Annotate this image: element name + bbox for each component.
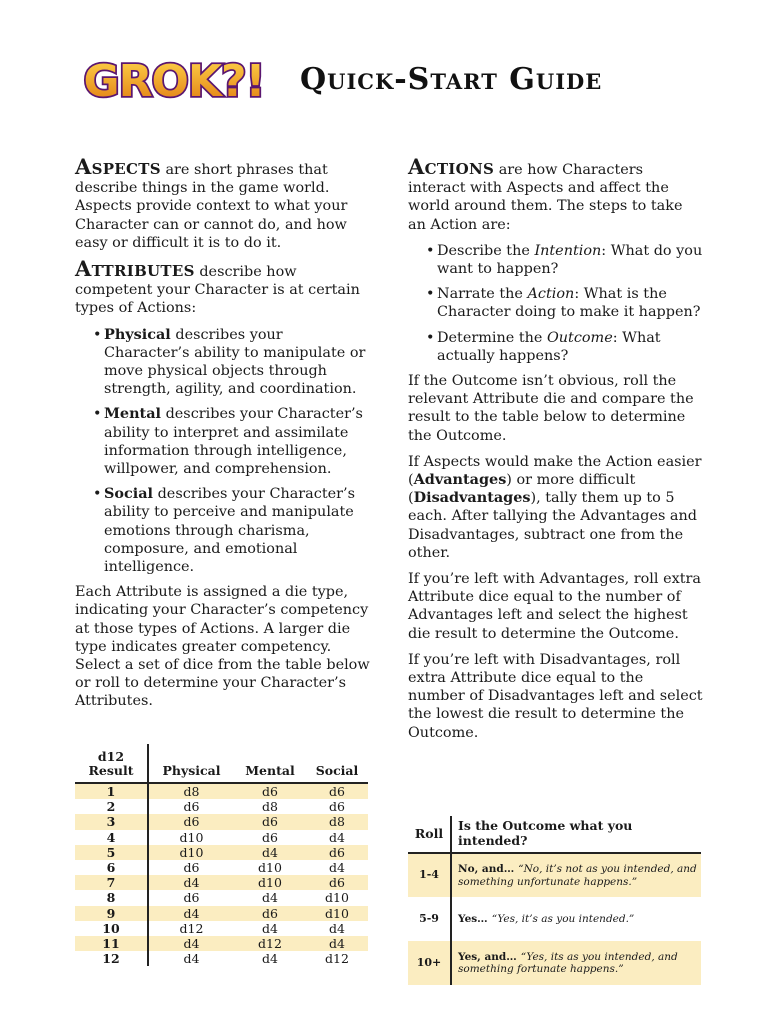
outcome-description: Yes… “Yes, it’s as you intended.”	[458, 912, 635, 925]
aspects-text: are short phrases that describe things in the game world. Aspects provide context to what your Character can or cannot do, and how easy or difficult it is to do it.	[75, 162, 348, 251]
dice-social: d6	[306, 875, 368, 890]
actions-text: are how Characters interact with Aspects and affect the world around them. The steps to take an Action are:	[408, 162, 683, 233]
attributes-text: describe how competent your Character is at certain types of Actions:	[75, 264, 360, 317]
dice-result: 11	[75, 936, 148, 951]
dice-mental: d12	[234, 936, 306, 951]
outcome-roll: 5-9	[408, 897, 451, 941]
dice-result: 9	[75, 906, 148, 921]
dice-physical: d4	[148, 936, 234, 951]
table-row	[75, 951, 368, 966]
dice-physical: d4	[148, 906, 234, 921]
attributes-heading: Attributes	[75, 256, 195, 282]
list-item: • Physical describes your Character’s ability to manipulate or move physical objects through strength, agility, and coordination.	[93, 326, 370, 399]
dice-mental: d6	[261, 829, 278, 845]
list-item: • Social describes your Character’s ability to perceive and manipulate emotions through charisma, composure, and emotional intelligence.	[93, 485, 370, 576]
dice-result: 3	[75, 814, 148, 829]
table-row	[75, 906, 368, 921]
outcome-roll: 1-4	[408, 853, 451, 897]
outcome-description: Yes, and… “Yes, its as you intended, and something fortunate happens.”	[451, 941, 701, 985]
outcome-table	[408, 816, 701, 985]
advantages-paragraph: If you’re left with Advantages, roll extra Attribute dice equal to the number of Advantages left and select the highest die result to determine the Outcome.	[408, 571, 701, 642]
table-row	[75, 845, 368, 860]
dice-physical: d10	[148, 845, 234, 860]
right-column	[408, 154, 704, 750]
dice-result: 4	[75, 830, 148, 845]
dice-result: 8	[75, 890, 148, 905]
dice-result: 12	[75, 951, 148, 966]
table-row	[75, 860, 368, 875]
outcome-header-roll: Roll	[408, 816, 451, 853]
table-row	[75, 875, 368, 890]
outcome-roll: 10+	[408, 941, 451, 985]
list-item: • Narrate the Action: What is the Character doing to make it happen?	[426, 285, 704, 321]
actions-heading: Actions	[408, 154, 495, 179]
dice-social: d4	[329, 920, 345, 936]
aspects-paragraph	[75, 154, 370, 252]
table-row	[408, 853, 701, 897]
dice-header-physical: Physical	[162, 763, 221, 778]
dice-social: d6	[329, 799, 345, 815]
table-row	[75, 799, 368, 814]
dice-physical: d4	[183, 951, 200, 967]
dice-mental: d10	[234, 875, 306, 890]
table-row	[75, 814, 368, 829]
dice-physical: d12	[179, 920, 204, 936]
dice-social: d4	[329, 860, 345, 876]
dice-mental: d6	[234, 906, 306, 921]
table-row	[75, 783, 368, 799]
outcome-header-question: Is the Outcome what you intended?	[458, 818, 633, 848]
actions-paragraph	[408, 154, 704, 234]
aspects-heading: Aspects	[75, 154, 161, 179]
dice-table	[75, 744, 368, 966]
dice-result: 5	[75, 845, 148, 860]
dice-mental: d4	[234, 845, 306, 860]
dice-header-social: Social	[315, 763, 359, 778]
roll-paragraph: If the Outcome isn’t obvious, roll the relevant Attribute die and compare the result to the table below to determine the Outcome.	[408, 373, 694, 444]
dice-header-mental: Mental	[245, 763, 295, 778]
dice-physical: d6	[183, 860, 200, 876]
list-item: • Describe the Intention: What do you want to happen?	[426, 242, 704, 278]
dice-mental: d4	[261, 920, 278, 936]
grok-logo	[78, 52, 270, 108]
dice-social: d6	[306, 845, 368, 860]
dice-mental: d8	[261, 799, 278, 815]
action-steps	[408, 242, 704, 365]
dice-result: 2	[75, 799, 148, 814]
disadvantages-paragraph: If you’re left with Disadvantages, roll extra Attribute dice equal to the number of Disadvantages left and select the lowest die result to determine the Outcome.	[408, 651, 703, 741]
table-row	[408, 897, 701, 941]
dice-social: d4	[329, 829, 345, 845]
attribute-list	[75, 326, 370, 577]
dice-result: 7	[75, 875, 148, 890]
dice-physical: d6	[148, 814, 234, 829]
dice-physical: d6	[183, 890, 200, 906]
page-title: Quick-Start Guide	[300, 62, 603, 97]
left-column	[75, 154, 370, 719]
outcome-description: No, and… “No, it’s not as you intended, and something unfortunate happens.”	[451, 853, 701, 897]
dice-physical: d10	[179, 829, 204, 845]
dice-physical: d8	[148, 783, 234, 799]
dice-mental: d6	[234, 783, 306, 799]
dice-mental: d4	[261, 951, 278, 967]
table-row	[75, 830, 368, 845]
list-item: • Determine the Outcome: What actually happens?	[426, 329, 704, 365]
table-row	[75, 921, 368, 936]
dice-physical: d6	[183, 799, 200, 815]
logo-text: GROK?!	[83, 56, 265, 107]
dice-mental: d10	[257, 860, 282, 876]
dice-social: d10	[325, 890, 349, 906]
list-item: • Mental describes your Character’s ability to interpret and assimilate information through intelligence, willpower, and comprehension.	[93, 405, 370, 478]
table-row	[75, 936, 368, 951]
dice-header-result: d12 Result	[75, 744, 148, 783]
table-row	[408, 941, 701, 985]
dice-social: d6	[306, 783, 368, 799]
dice-result: 6	[75, 860, 148, 875]
dice-social: d10	[306, 906, 368, 921]
table-row	[75, 890, 368, 905]
dice-social: d4	[306, 936, 368, 951]
dice-physical: d4	[148, 875, 234, 890]
dice-result: 10	[75, 921, 148, 936]
dice-social: d12	[325, 951, 349, 967]
die-type-paragraph: Each Attribute is assigned a die type, indicating your Character’s competency at those types of Actions. A larger die type indicates greater competency. Select a set of dice from the table below or roll to determine your Character’s Attributes.	[75, 584, 370, 710]
attributes-paragraph	[75, 256, 370, 318]
dice-result: 1	[75, 783, 148, 799]
dice-table-body	[75, 783, 368, 966]
dice-mental: d4	[261, 890, 278, 906]
dice-social: d8	[306, 814, 368, 829]
aspects-advantages-paragraph: If Aspects would make the Action easier (Advantages) or more difficult (Disadvantages), tally them up to 5 each. After tallying the Advantages and Disadvantages, subtract one from the other.	[408, 453, 702, 561]
dice-mental: d6	[234, 814, 306, 829]
